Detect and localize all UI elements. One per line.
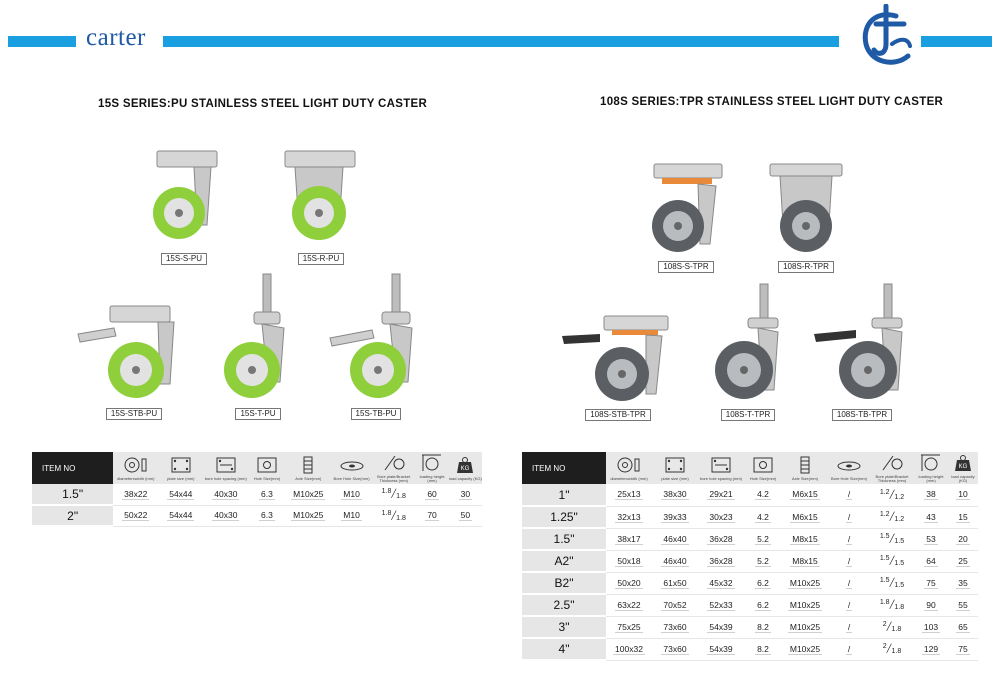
column-caption: bore hole spacing (mm)	[204, 475, 247, 481]
rigid-caster-icon	[279, 143, 363, 248]
column-header	[203, 452, 248, 484]
spec-cell-plate: 73x60	[652, 638, 698, 660]
column-header	[606, 452, 652, 484]
spec-cell-d: 100x32	[606, 638, 652, 660]
spec-cell-thickness: $^{1.5}╱_{1.5}$	[870, 528, 914, 550]
spec-cell-d: 63x22	[606, 594, 652, 616]
column-header	[698, 452, 744, 484]
spec-cell-hole: 5.2	[744, 550, 782, 572]
spec-cell-thickness: $^{1.8}╱_{1.8}$	[870, 594, 914, 616]
product-108s-r-tpr	[766, 160, 846, 274]
product-15s-tb-pu	[326, 272, 426, 421]
spec-cell-bore: M10	[331, 505, 372, 526]
spec-cell-spacing: 30x23	[698, 506, 744, 528]
right-spec-table	[522, 452, 978, 661]
spec-cell-axle: M10x25	[782, 638, 828, 660]
item-no-cell: 2"	[32, 505, 113, 526]
spec-cell-spacing: 36x28	[698, 550, 744, 572]
column-caption: Axle Size(mm)	[791, 475, 818, 481]
table-header-row	[522, 452, 978, 484]
spec-cell-bore: /	[828, 638, 870, 660]
spec-cell-hole: 4.2	[744, 506, 782, 528]
item-no-cell: 3"	[522, 616, 606, 638]
item-no-header: ITEM NO	[32, 452, 113, 484]
thickness-icon	[372, 454, 415, 474]
spec-cell-d: 75x25	[606, 616, 652, 638]
item-no-cell: 1.25"	[522, 506, 606, 528]
spec-cell-plate: 39x33	[652, 506, 698, 528]
column-header	[158, 452, 203, 484]
product-108s-t-tpr	[708, 282, 788, 422]
spec-cell-spacing: 29x21	[698, 484, 744, 506]
spec-cell-hole: 8.2	[744, 638, 782, 660]
header-band-far-right	[921, 36, 992, 47]
column-header	[248, 452, 285, 484]
product-label: 108S-STB-TPR	[585, 409, 651, 421]
bore-hole-icon	[331, 456, 372, 476]
threaded-stem-caster-icon	[708, 282, 788, 404]
column-caption: diameterxwidth (mm)	[610, 475, 648, 481]
spec-cell-load: 35	[948, 572, 978, 594]
column-caption: Bore plate/Bracket Thickness (mm)	[875, 473, 909, 483]
spec-cell-height: 64	[914, 550, 948, 572]
column-caption: Hole Size(mm)	[749, 475, 777, 481]
spec-cell-bore: /	[828, 572, 870, 594]
product-15s-r-pu	[278, 143, 364, 266]
spec-cell-axle: M10x25	[782, 572, 828, 594]
column-caption: diameterxwidth (mm)	[117, 475, 155, 481]
spec-cell-d: 50x20	[606, 572, 652, 594]
spec-cell-axle: M8x15	[782, 550, 828, 572]
spec-cell-bore: /	[828, 506, 870, 528]
spec-cell-height: 75	[914, 572, 948, 594]
hole-size-icon	[744, 456, 782, 476]
spec-cell-plate: 54x44	[158, 484, 203, 505]
loading-height-icon	[415, 454, 448, 474]
right-series-title: 108S SERIES:TPR STAINLESS STEEL LIGHT DUTY CASTER	[600, 96, 944, 108]
spec-cell-thickness: $^{1.2}╱_{1.2}$	[870, 484, 914, 506]
spec-cell-height: 129	[914, 638, 948, 660]
spec-cell-thickness: $^{1.5}╱_{1.5}$	[870, 550, 914, 572]
plate-size-icon	[158, 456, 203, 476]
spec-cell-hole: 4.2	[744, 484, 782, 506]
product-label: 108S-T-TPR	[721, 409, 775, 421]
spec-cell-spacing: 36x28	[698, 528, 744, 550]
column-header	[828, 452, 870, 484]
table-row	[522, 616, 978, 638]
thickness-icon	[870, 454, 914, 474]
spec-cell-load: 50	[449, 505, 482, 526]
spec-cell-load: 75	[948, 638, 978, 660]
column-header	[782, 452, 828, 484]
load-weight-icon	[948, 454, 978, 474]
product-label: 15S-S-PU	[161, 253, 207, 265]
item-no-cell: 4"	[522, 638, 606, 660]
spec-cell-spacing: 52x33	[698, 594, 744, 616]
swivel-caster-icon	[139, 143, 229, 248]
product-label: 15S-T-PU	[235, 408, 280, 420]
spec-cell-hole: 6.2	[744, 572, 782, 594]
item-no-cell: 2.5"	[522, 594, 606, 616]
header-band-left	[8, 36, 76, 47]
spec-cell-axle: M10x25	[286, 484, 331, 505]
spec-cell-hole: 6.3	[248, 505, 285, 526]
table-row	[522, 484, 978, 506]
column-header	[914, 452, 948, 484]
product-label: 108S-R-TPR	[778, 261, 834, 273]
item-no-header: ITEM NO	[522, 452, 606, 484]
wheel-dimension-icon	[113, 456, 158, 476]
product-label: 108S-TB-TPR	[832, 409, 892, 421]
spec-cell-plate: 70x52	[652, 594, 698, 616]
item-no-cell: 1.5"	[522, 528, 606, 550]
spec-cell-axle: M10x25	[782, 616, 828, 638]
product-label: 108S-S-TPR	[658, 261, 713, 273]
swivel-caster-icon	[640, 158, 732, 256]
table-row	[522, 550, 978, 572]
column-header	[870, 452, 914, 484]
spec-cell-thickness: $^{1.2}╱_{1.2}$	[870, 506, 914, 528]
spec-cell-d: 38x22	[113, 484, 158, 505]
spec-cell-bore: M10	[331, 484, 372, 505]
spec-cell-hole: 5.2	[744, 528, 782, 550]
column-caption: loading height (mm)	[918, 473, 944, 483]
spec-cell-axle: M10x25	[782, 594, 828, 616]
column-header	[948, 452, 978, 484]
bolt-spacing-icon	[203, 456, 248, 476]
column-caption: plate size (mm)	[661, 475, 689, 481]
plate-size-icon	[652, 456, 698, 476]
column-caption: Bore plate/Bracket Thickness (mm)	[377, 473, 411, 483]
spec-cell-axle: M10x25	[286, 505, 331, 526]
spec-cell-axle: M6x15	[782, 484, 828, 506]
spec-cell-load: 10	[948, 484, 978, 506]
spec-cell-thickness: $^2╱_{1.8}$	[870, 616, 914, 638]
column-header	[744, 452, 782, 484]
spec-cell-d: 50x22	[113, 505, 158, 526]
spec-cell-load: 55	[948, 594, 978, 616]
spec-cell-spacing: 45x32	[698, 572, 744, 594]
table-row	[32, 484, 482, 505]
spec-cell-bore: /	[828, 594, 870, 616]
spec-cell-load: 15	[948, 506, 978, 528]
table-row	[522, 528, 978, 550]
column-caption: load capacity (KG)	[951, 473, 975, 483]
product-108s-s-tpr	[640, 158, 732, 274]
spec-cell-hole: 8.2	[744, 616, 782, 638]
column-header	[415, 452, 448, 484]
spec-cell-load: 30	[449, 484, 482, 505]
spec-cell-height: 60	[415, 484, 448, 505]
column-caption: plate size (mm)	[167, 475, 195, 481]
column-header	[113, 452, 158, 484]
spec-cell-height: 90	[914, 594, 948, 616]
threaded-stem-brake-caster-icon	[812, 282, 912, 404]
product-15s-stb-pu	[72, 300, 196, 421]
spec-cell-bore: /	[828, 528, 870, 550]
spec-cell-axle: M6x15	[782, 506, 828, 528]
wheel-dimension-icon	[606, 456, 652, 476]
table-row	[522, 594, 978, 616]
item-no-cell: B2"	[522, 572, 606, 594]
product-label: 15S-R-PU	[298, 253, 344, 265]
spec-cell-thickness: $^{1.8}╱_{1.8}$	[372, 505, 415, 526]
item-no-cell: 1.5"	[32, 484, 113, 505]
rigid-caster-icon	[766, 160, 846, 256]
table-row	[522, 572, 978, 594]
spec-cell-thickness: $^{1.8}╱_{1.8}$	[372, 484, 415, 505]
column-caption: Bore Hole Size(mm)	[333, 475, 370, 481]
product-108s-tb-tpr	[812, 282, 912, 422]
spec-cell-hole: 6.3	[248, 484, 285, 505]
column-caption: load capacity (KG)	[448, 475, 482, 481]
spec-cell-spacing: 40x30	[203, 505, 248, 526]
column-header	[286, 452, 331, 484]
column-caption: Axle Size(mm)	[295, 475, 322, 481]
product-15s-s-pu	[138, 143, 230, 266]
column-caption: Bore Hole Size(mm)	[830, 475, 867, 481]
swivel-brake-caster-icon	[72, 300, 196, 403]
spec-cell-d: 32x13	[606, 506, 652, 528]
spec-cell-plate: 46x40	[652, 528, 698, 550]
product-108s-stb-tpr	[558, 312, 678, 422]
spec-cell-height: 103	[914, 616, 948, 638]
swivel-brake-caster-icon	[558, 312, 678, 404]
column-header	[331, 452, 372, 484]
threaded-stem-caster-icon	[218, 272, 298, 403]
product-label: 15S-STB-PU	[106, 408, 162, 420]
spec-cell-height: 70	[415, 505, 448, 526]
spec-cell-plate: 38x30	[652, 484, 698, 506]
spec-cell-hole: 6.2	[744, 594, 782, 616]
item-no-cell: A2"	[522, 550, 606, 572]
loading-height-icon	[914, 454, 948, 474]
spec-cell-load: 25	[948, 550, 978, 572]
product-15s-t-pu	[218, 272, 298, 421]
axle-size-icon	[782, 456, 828, 476]
spec-cell-thickness: $^2╱_{1.8}$	[870, 638, 914, 660]
column-header	[449, 452, 482, 484]
spec-cell-spacing: 54x39	[698, 638, 744, 660]
column-caption: bore hole spacing (mm)	[699, 475, 743, 481]
spec-cell-d: 50x18	[606, 550, 652, 572]
spec-cell-d: 25x13	[606, 484, 652, 506]
load-weight-icon	[449, 456, 482, 476]
spec-cell-height: 38	[914, 484, 948, 506]
threaded-stem-brake-caster-icon	[326, 272, 426, 403]
spec-cell-height: 43	[914, 506, 948, 528]
svg-text:KG: KG	[461, 465, 470, 472]
svg-text:KG: KG	[958, 463, 968, 470]
bolt-spacing-icon	[698, 456, 744, 476]
spec-cell-plate: 46x40	[652, 550, 698, 572]
table-row	[32, 505, 482, 526]
product-label: 15S-TB-PU	[351, 408, 402, 420]
left-spec-table	[32, 452, 482, 527]
spec-cell-spacing: 40x30	[203, 484, 248, 505]
spec-cell-plate: 61x50	[652, 572, 698, 594]
item-no-cell: 1"	[522, 484, 606, 506]
table-row	[522, 506, 978, 528]
axle-size-icon	[286, 456, 331, 476]
brand-name: carter	[86, 24, 146, 51]
spec-cell-load: 20	[948, 528, 978, 550]
spec-cell-spacing: 54x39	[698, 616, 744, 638]
header-band-right	[163, 36, 839, 47]
table-header-row	[32, 452, 482, 484]
brand-logo-icon	[856, 4, 916, 72]
spec-cell-bore: /	[828, 616, 870, 638]
column-caption: loading height (mm)	[419, 473, 445, 483]
spec-cell-d: 38x17	[606, 528, 652, 550]
spec-cell-plate: 73x60	[652, 616, 698, 638]
column-caption: Hole Size(mm)	[253, 475, 281, 481]
spec-cell-bore: /	[828, 550, 870, 572]
spec-cell-load: 65	[948, 616, 978, 638]
spec-cell-thickness: $^{1.5}╱_{1.5}$	[870, 572, 914, 594]
column-header	[372, 452, 415, 484]
spec-cell-plate: 54x44	[158, 505, 203, 526]
spec-cell-axle: M8x15	[782, 528, 828, 550]
spec-cell-bore: /	[828, 484, 870, 506]
bore-hole-icon	[828, 456, 870, 476]
table-row	[522, 638, 978, 660]
spec-cell-height: 53	[914, 528, 948, 550]
left-series-title: 15S SERIES:PU STAINLESS STEEL LIGHT DUTY CASTER	[98, 98, 428, 110]
column-header	[652, 452, 698, 484]
hole-size-icon	[248, 456, 285, 476]
